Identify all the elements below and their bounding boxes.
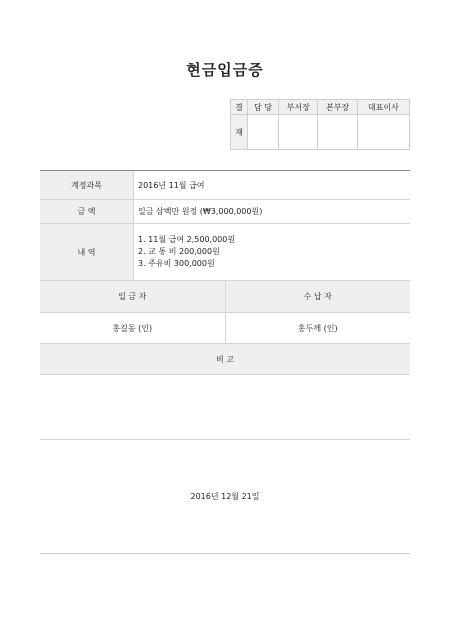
account-row	[40, 171, 410, 200]
detail-item: 3. 주유비 300,000원	[138, 259, 215, 268]
amount-value: 일금 삼백만 원정 (₩3,000,000원)	[138, 207, 263, 216]
party-sign-row	[40, 313, 410, 344]
approval-sign-division-head[interactable]	[318, 115, 357, 150]
approval-box	[230, 99, 410, 150]
deposit-form	[40, 170, 410, 554]
receiver-label: 수 납 자	[225, 281, 411, 312]
depositor-value: 홍길동 (인)	[112, 323, 153, 333]
issue-date-area	[40, 440, 410, 554]
receiver-value: 홍두깨 (인)	[225, 313, 411, 343]
detail-item: 2. 교 통 비 200,000원	[138, 247, 220, 256]
approval-role-manager: 담 당	[248, 100, 279, 115]
issue-date: 2016년 12월 21일	[190, 492, 260, 501]
detail-list	[138, 234, 235, 270]
approval-role-division-head: 본부장	[318, 100, 357, 115]
page-title: 현금입금증	[186, 61, 264, 79]
detail-label: 내 역	[40, 224, 134, 280]
amount-row	[40, 200, 410, 224]
depositor-label: 입 금 자	[118, 292, 147, 301]
detail-item: 1. 11월 급여 2,500,000원	[138, 235, 236, 244]
approval-label-bottom: 재	[231, 115, 248, 150]
approval-label-top: 결	[231, 100, 248, 115]
account-value: 2016년 11월 급여	[138, 180, 205, 190]
amount-label: 금 액	[40, 200, 134, 223]
note-area[interactable]	[40, 375, 410, 440]
account-label: 계정과목	[40, 171, 134, 199]
party-header-row	[40, 281, 410, 313]
approval-role-dept-head: 부서장	[278, 100, 317, 115]
approval-sign-ceo[interactable]	[357, 115, 409, 150]
approval-sign-dept-head[interactable]	[278, 115, 317, 150]
note-label: 비 고	[40, 344, 410, 375]
approval-role-ceo: 대표이사	[357, 100, 409, 115]
approval-sign-manager[interactable]	[248, 115, 279, 150]
detail-row	[40, 224, 410, 281]
